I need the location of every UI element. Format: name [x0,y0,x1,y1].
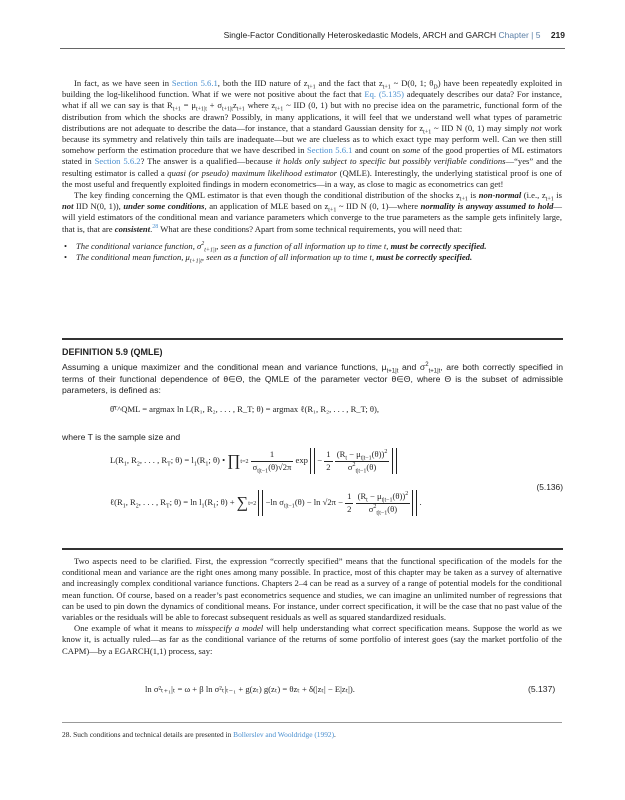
definition-box [62,338,563,550]
page-number: 219 [550,30,565,40]
definition-body: Assuming a unique maximizer and the conditional mean and variance functions, $\mu_{t+1|t}$ and $\sigma^2_{t+1|t}$, are both correctly specified in terms of their functional dependence of θ∈Θ, the QMLE of the parameter vector θ∈Θ, where Θ is the subset of admissible parameters, is defined as: [62,362,563,396]
header-rule [60,48,565,49]
running-header [60,30,565,46]
equation-likelihood: $L(R_1$, $R_2$, . . . , $R_T$; $\theta) = l_1(R_1$; θ) • ∏t=2 $\frac{1}{\sigma_{t|t-1}(\theta)√2\pi}$ exp − $\frac{1}{2}$ $\frac{(R_t - \mu_{t|t-1}(\theta))^2}{\sigma^2_{t|t-1}(\theta)}$ [110,448,397,474]
paragraph-2: The key finding concerning the QML estimator is that even though the conditional distribution of the shocks $z_{t+1}$ is non-normal (i.e., $z_{t+1}$ is not IID N(0, 1)), under some conditions, an application of MLE based on $z_{t+1}$ ~ IID N (0, 1)—where normality is anyway assumed to hold—will yield estimators of the conditional mean and variance parameters which converge to the true parameters as the sample gets infinitely large, that is, that are consistent.$^{28}$ What are these conditions? Apart from some technical requirements, you will need that: [62,190,563,234]
list-item: • The conditional variance function, $\sigma^2_{t+1|t}$, seen as a function of all information up to time t, must be correctly specified. [62,241,562,252]
paragraph-3: Two aspects need to be clarified. First, the expression “correctly specified” means that the functional specification of the models for the conditional mean and variance are the right ones among many possible. In practice, most of this chapter may be taken as a survey of alternative and increasingly complex conditional variance functions. Chapters 2–4 can be read as a survey of a range of potential models for the conditional mean function. Of course, based on a reader’s past econometrics sequence and studies, we can imagine an unlimited number of regressions that can be used to pin down the dynamics of conditional means. For instance, under correct specification, it will be the case that no past value of the variables or the residuals will be able to forecast subsequent residuals as well as squared standardized residuals. [62,556,562,623]
body-upper [62,78,562,263]
link-section-5-6-1b[interactable]: Section 5.6.1 [307,145,353,156]
footnote-28: 28. Such conditions and technical details are presented in Bollerslev and Wooldridge (1992). [62,730,336,739]
where-text: where T is the sample size and [62,432,181,442]
conditions-list [62,241,562,263]
link-section-5-6-1[interactable]: Section 5.6.1 [171,78,218,88]
header-chapter: Chapter | 5 [498,30,541,40]
link-eq-5-135[interactable]: Eq. (5.135) [364,89,404,100]
header-title: Single-Factor Conditionally Heteroskedastic Models, ARCH and GARCH [223,30,497,40]
equation-number-5-137: (5.137) [528,684,556,694]
definition-title: DEFINITION 5.9 (QMLE) [62,347,163,357]
list-item: • The conditional mean function, $\mu_{t+1|t}$, seen as a function of all information up to time t, must be correctly specified. [62,252,562,263]
paragraph-1: In fact, as we have seen in Section 5.6.1, both the IID nature of $z_{t+1}$ and the fact that $z_{t+1}$ ~ D(0, 1; $\theta_D$) have been repeatedly exploited in building the log-likelihood function. What if we were not positive about the fact that Eq. (5.135) adequately describes our data? For instance, what if all we can say is that $R_{t+1} = \mu_{t+1|t} + \sigma_{t+1|t}z_{t+1}$ where $z_{t+1}$ ~ IID (0, 1) but with no precise idea on the parametric, functional form of the distribution from which the shocks are drawn? Possibly, in many applications, it will feel that we understand well what types of parametric distributions are not adequate to describe the data—for instance, that a standard Gaussian density for $z_{t+1}$ ~ IID N (0, 1) may simply not work because its symmetry and relatively thin tails are inadequate—but we are clueless as to which exact type may perform well. Can we then still somehow perform the estimation procedure that we have described in Section 5.6.1 and count on some of the good properties of ML estimators stated in Section 5.6.2? The answer is a qualified—because it holds only subject to specific but possibly verifiable conditions—“yes” and the resulting estimator is called a quasi (or pseudo) maximum likelihood estimator (QMLE). Interestingly, the underlying statistical proof is one of the most useful and frequently exploited findings in modern econometrics—in a way, as close to magic as econometrics can get! [62,78,563,189]
equation-egarch: ln σ²ₜ₊₁|ₜ = ω + β ln σ²ₜ|ₜ₋₁ + g(zₜ) g(zₜ) = θzₜ + δ(|zₜ| − E|zₜ|). [145,684,355,694]
body-lower [62,556,562,657]
link-section-5-6-2[interactable]: Section 5.6.2 [94,156,141,167]
equation-log-likelihood: $\ell(R_1$, $R_2$, . . . , $R_T$; $\theta) = \ln l_1(R_1$; θ) + ∑t=2 −ln $\sigma_{t|t-1}(\theta) - \ln √2\pi$ − $\frac{1}{2}$ $\frac{(R_t - \mu_{t|t-1}(\theta))^2}{\sigma^2_{t|t-1}(\theta)}$ . [110,491,422,517]
equation-qmle: θ̂ᵀ^QML = argmax ln L(R₁, R₂, . . . , R_T; θ) = argmax ℓ(R₁, R₂, . . . , R_T; θ), [110,404,380,414]
footnote-rule [62,722,562,723]
equation-number-5-136: (5.136) [536,482,563,492]
paragraph-4: One example of what it means to misspecify a model will help understanding what correct specification means. Suppose the world as we know it, is actually ruled—as far as the conditional variance of the returns of some portfolio of interest goes (say the market portfolio of the CAPM)—by a EGARCH(1,1) process, say: [62,623,562,656]
footnote-marker[interactable]: 28 [152,223,159,230]
link-bollerslev-wooldridge[interactable]: Bollerslev and Wooldridge (1992) [233,730,335,739]
